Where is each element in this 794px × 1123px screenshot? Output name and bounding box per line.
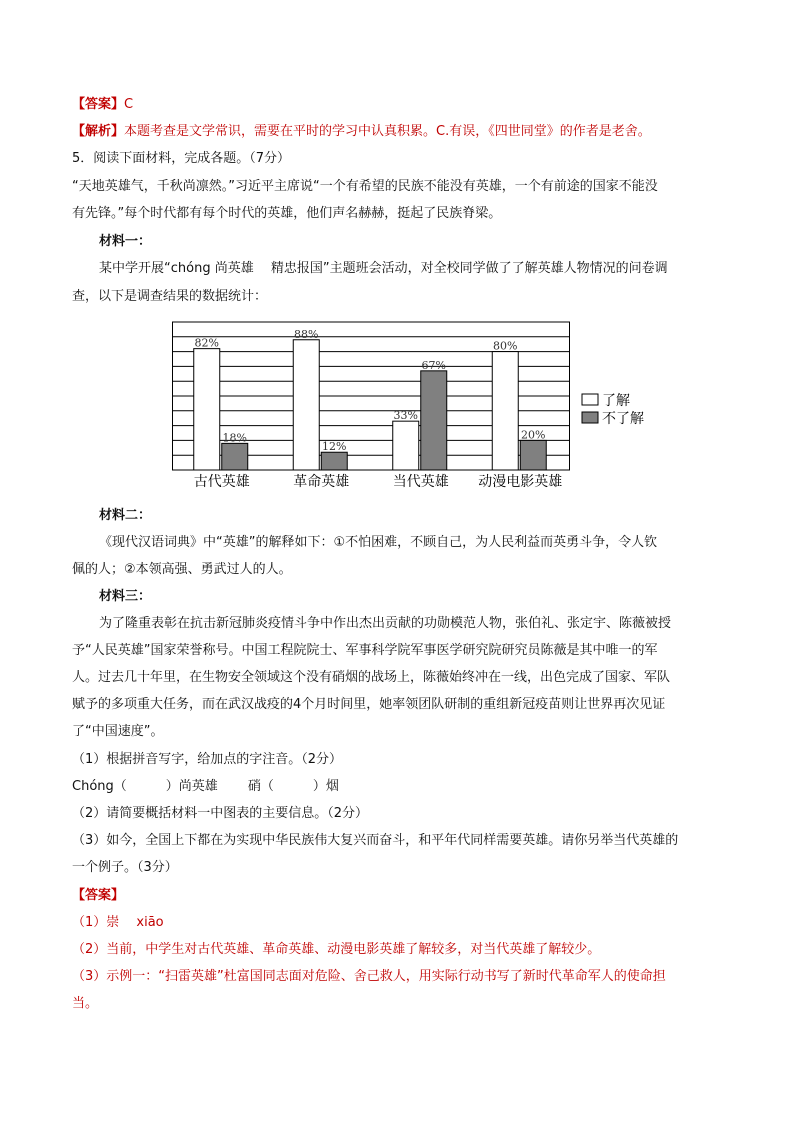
question-intro-2: 有先锋。”每个时代都有每个时代的英雄，他们声名赫赫，挺起了民族脊梁。 (72, 206, 502, 221)
material1-heading: 材料一： (99, 234, 152, 249)
chart-bar (293, 340, 319, 470)
chart-data-label: 20% (521, 428, 546, 442)
material3-heading: 材料三： (99, 589, 152, 604)
chart-legend-label: 了解 (602, 393, 630, 409)
chart-legend-swatch (582, 412, 598, 423)
chart-bar (194, 349, 220, 470)
chart-bar (321, 452, 347, 470)
answer-2-3-line-2: 当。 (72, 996, 99, 1011)
material1-line-2: 查，以下是调查结果的数据统计： (72, 289, 268, 304)
analysis-line (72, 121, 651, 143)
material2-heading: 材料二： (99, 508, 152, 523)
chart-data-label: 82% (194, 336, 219, 350)
material3-line-2: 予“人民英雄”国家荣誉称号。中国工程院院士、军事科学院军事医学研究院研究员陈薇是其中唯一的军 (72, 643, 658, 658)
question-title: 5．阅读下面材料，完成各题。（7分） (72, 151, 291, 166)
sub-question-3-line-2: 一个例子。（3分） (72, 860, 178, 875)
sub-question-2: （2）请简要概括材料一中图表的主要信息。（2分） (72, 806, 369, 821)
analysis-tag: 【解析】 (72, 124, 125, 139)
answer-tag: 【答案】 (72, 97, 125, 112)
answer-value: C (124, 97, 134, 112)
answer-2-3-line-1 (72, 966, 666, 988)
analysis-text: 本题考查是文学常识，需要在平时的学习中认真积累。C.有误，《四世同堂》的作者是老舍。 (124, 124, 651, 139)
answer-tag-2: 【答案】 (72, 888, 125, 903)
chart-data-label: 18% (222, 431, 247, 445)
answer-2-2: （2）当前，中学生对古代英雄、革命英雄、动漫电影英雄了解较多，对当代英雄了解较少。 (72, 942, 601, 957)
answer-line-1 (72, 94, 133, 116)
material3-line-5: 了“中国速度”。 (72, 724, 164, 739)
chart-bar (492, 352, 518, 470)
material3-line-1: 为了隆重表彰在抗击新冠肺炎疫情斗争中作出杰出贡献的功勋模范人物，张伯礼、张定宇、陈薇被授 (99, 616, 672, 631)
answer-2-1: （1）崇 xiāo (72, 915, 164, 930)
material3-line-3: 人。过去几十年里，在生物安全领域这个没有硝烟的战场上，陈薇始终冲在一线，出色完成了国家、军队 (72, 670, 671, 685)
material2-line-1: 《现代汉语词典》中“英雄”的解释如下：①不怕困难，不顾自己，为人民利益而英勇斗争，令人钦 (99, 535, 658, 550)
chart-category-label: 动漫电影英雄 (478, 474, 563, 490)
chart-category-label: 革命英雄 (293, 474, 350, 490)
answer-2-3-prefix: （3）示例一： (72, 969, 159, 984)
chart-data-label: 80% (493, 339, 518, 353)
chart-legend-swatch (582, 394, 598, 405)
sub-question-1-blanks: Chóng（ ）尚英雄 硝（ ）烟 (72, 779, 339, 794)
chart-bar (421, 371, 447, 470)
material1-line-1: 某中学开展“chóng 尚英雄 精忠报国”主题班会活动，对全校同学做了了解英雄人物情况的问卷调 (99, 261, 668, 276)
chart-data-label: 67% (421, 358, 446, 372)
chart-bar (393, 421, 419, 470)
survey-bar-chart (172, 320, 652, 495)
chart-svg (172, 320, 652, 495)
answer-2-3-text: “扫雷英雄”杜富国同志面对危险、舍己救人，用实际行动书写了新时代革命军人的使命担 (158, 969, 666, 984)
material3-line-4: 赋予的多项重大任务，而在武汉战疫的4个月时间里，她率领团队研制的重组新冠疫苗则让世界再次见证 (72, 697, 666, 712)
chart-data-label: 33% (393, 409, 418, 423)
material2-line-2: 佩的人；②本领高强、勇武过人的人。 (72, 562, 292, 577)
sub-question-1: （1）根据拼音写字，给加点的字注音。（2分） (72, 752, 343, 767)
question-intro-1: “天地英雄气，千秋尚凛然。”习近平主席说“一个有希望的民族不能没有英雄，一个有前途的国家不能没 (72, 179, 658, 194)
sub-question-3-line-1: （3）如今，全国上下都在为实现中华民族伟大复兴而奋斗，和平年代同样需要英雄。请你另举当代英雄的 (72, 833, 679, 848)
chart-bar (520, 440, 546, 470)
chart-category-label: 古代英雄 (193, 474, 250, 490)
chart-data-label: 88% (294, 327, 319, 341)
chart-category-label: 当代英雄 (392, 474, 449, 490)
chart-bar (222, 443, 248, 470)
chart-data-label: 12% (322, 440, 347, 454)
chart-legend-label: 不了解 (602, 411, 644, 427)
